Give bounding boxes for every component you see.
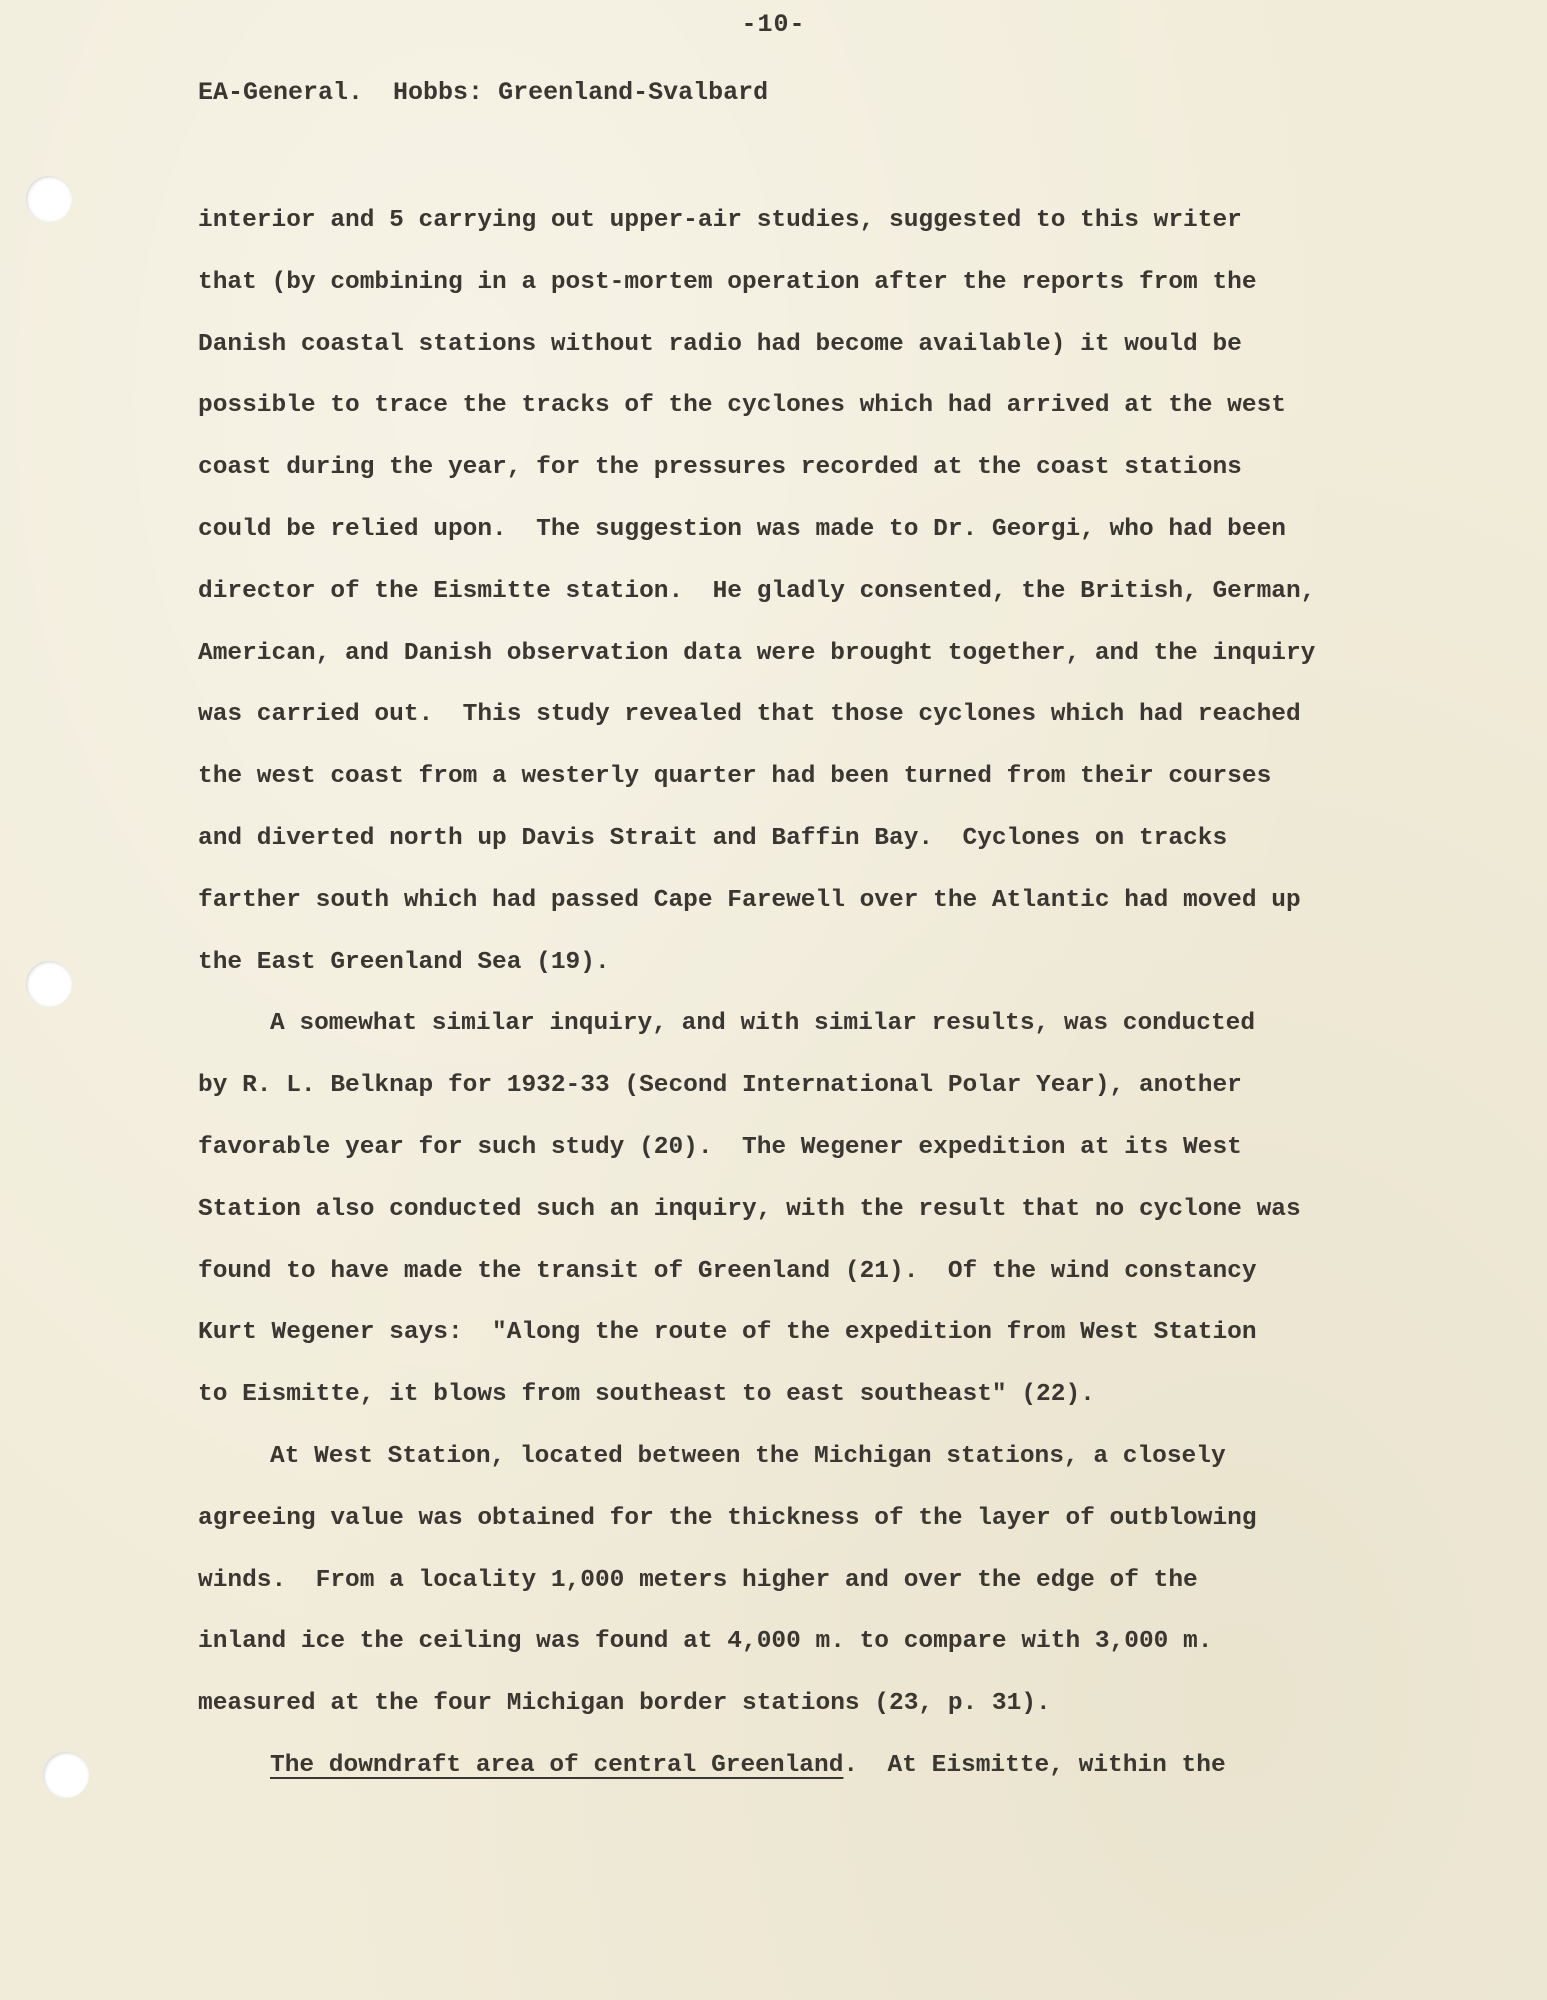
text-line: American, and Danish observation data were brought together, and the inquiry (198, 639, 1316, 667)
section-heading: The downdraft area of central Greenland (270, 1751, 844, 1779)
punch-hole-middle (26, 961, 72, 1007)
section-heading-line (198, 1735, 1398, 1797)
paragraph-start-line: At West Station, located between the Michigan stations, a closely (270, 1442, 1226, 1470)
paragraph-start-line: A somewhat similar inquiry, and with similar results, was conducted (270, 1010, 1256, 1038)
text-line: found to have made the transit of Greenland (21). Of the wind constancy (198, 1257, 1257, 1285)
running-head-title: Hobbs: Greenland-Svalbard (393, 78, 769, 107)
text-line: and diverted north up Davis Strait and Baffin Bay. Cyclones on tracks (198, 824, 1228, 852)
text-line: that (by combining in a post-mortem operation after the reports from the (198, 268, 1257, 296)
text-line: was carried out. This study revealed that those cyclones which had reached (198, 701, 1301, 729)
page-number: -10- (741, 10, 806, 39)
text-line: interior and 5 carrying out upper-air studies, suggested to this writer (198, 207, 1242, 234)
text-line: director of the Eismitte station. He gladly consented, the British, German, (198, 577, 1316, 605)
text-line: winds. From a locality 1,000 meters higher and over the edge of the (198, 1566, 1198, 1594)
running-head-section: EA-General. (198, 78, 364, 107)
text-line: to Eismitte, it blows from southeast to east southeast" (22). (198, 1381, 1095, 1409)
text-line: measured at the four Michigan border stations (23, p. 31). (198, 1690, 1051, 1718)
text-line: could be relied upon. The suggestion was made to Dr. Georgi, who had been (198, 515, 1286, 543)
punch-hole-bottom (43, 1752, 89, 1798)
text-line: favorable year for such study (20). The Wegener expedition at its West (198, 1133, 1242, 1161)
text-line: Danish coastal stations without radio had become available) it would be (198, 330, 1242, 358)
text-line: coast during the year, for the pressures recorded at the coast stations (198, 454, 1242, 482)
text-line: by R. L. Belknap for 1932-33 (Second International Polar Year), another (198, 1072, 1242, 1100)
text-line: agreeing value was obtained for the thickness of the layer of outblowing (198, 1504, 1257, 1532)
running-head (198, 78, 768, 107)
text-line: the East Greenland Sea (19). (198, 948, 610, 976)
text-line: farther south which had passed Cape Farewell over the Atlantic had moved up (198, 886, 1301, 914)
punch-hole-top (26, 176, 72, 222)
body-text (198, 190, 1398, 1797)
text-line: inland ice the ceiling was found at 4,000 m. to compare with 3,000 m. (198, 1628, 1213, 1656)
section-heading-continuation: . At Eismitte, within the (843, 1751, 1226, 1779)
text-line: Kurt Wegener says: "Along the route of the expedition from West Station (198, 1319, 1257, 1347)
text-line: possible to trace the tracks of the cyclones which had arrived at the west (198, 392, 1286, 420)
text-line: Station also conducted such an inquiry, with the result that no cyclone was (198, 1195, 1301, 1223)
text-line: the west coast from a westerly quarter had been turned from their courses (198, 763, 1272, 791)
